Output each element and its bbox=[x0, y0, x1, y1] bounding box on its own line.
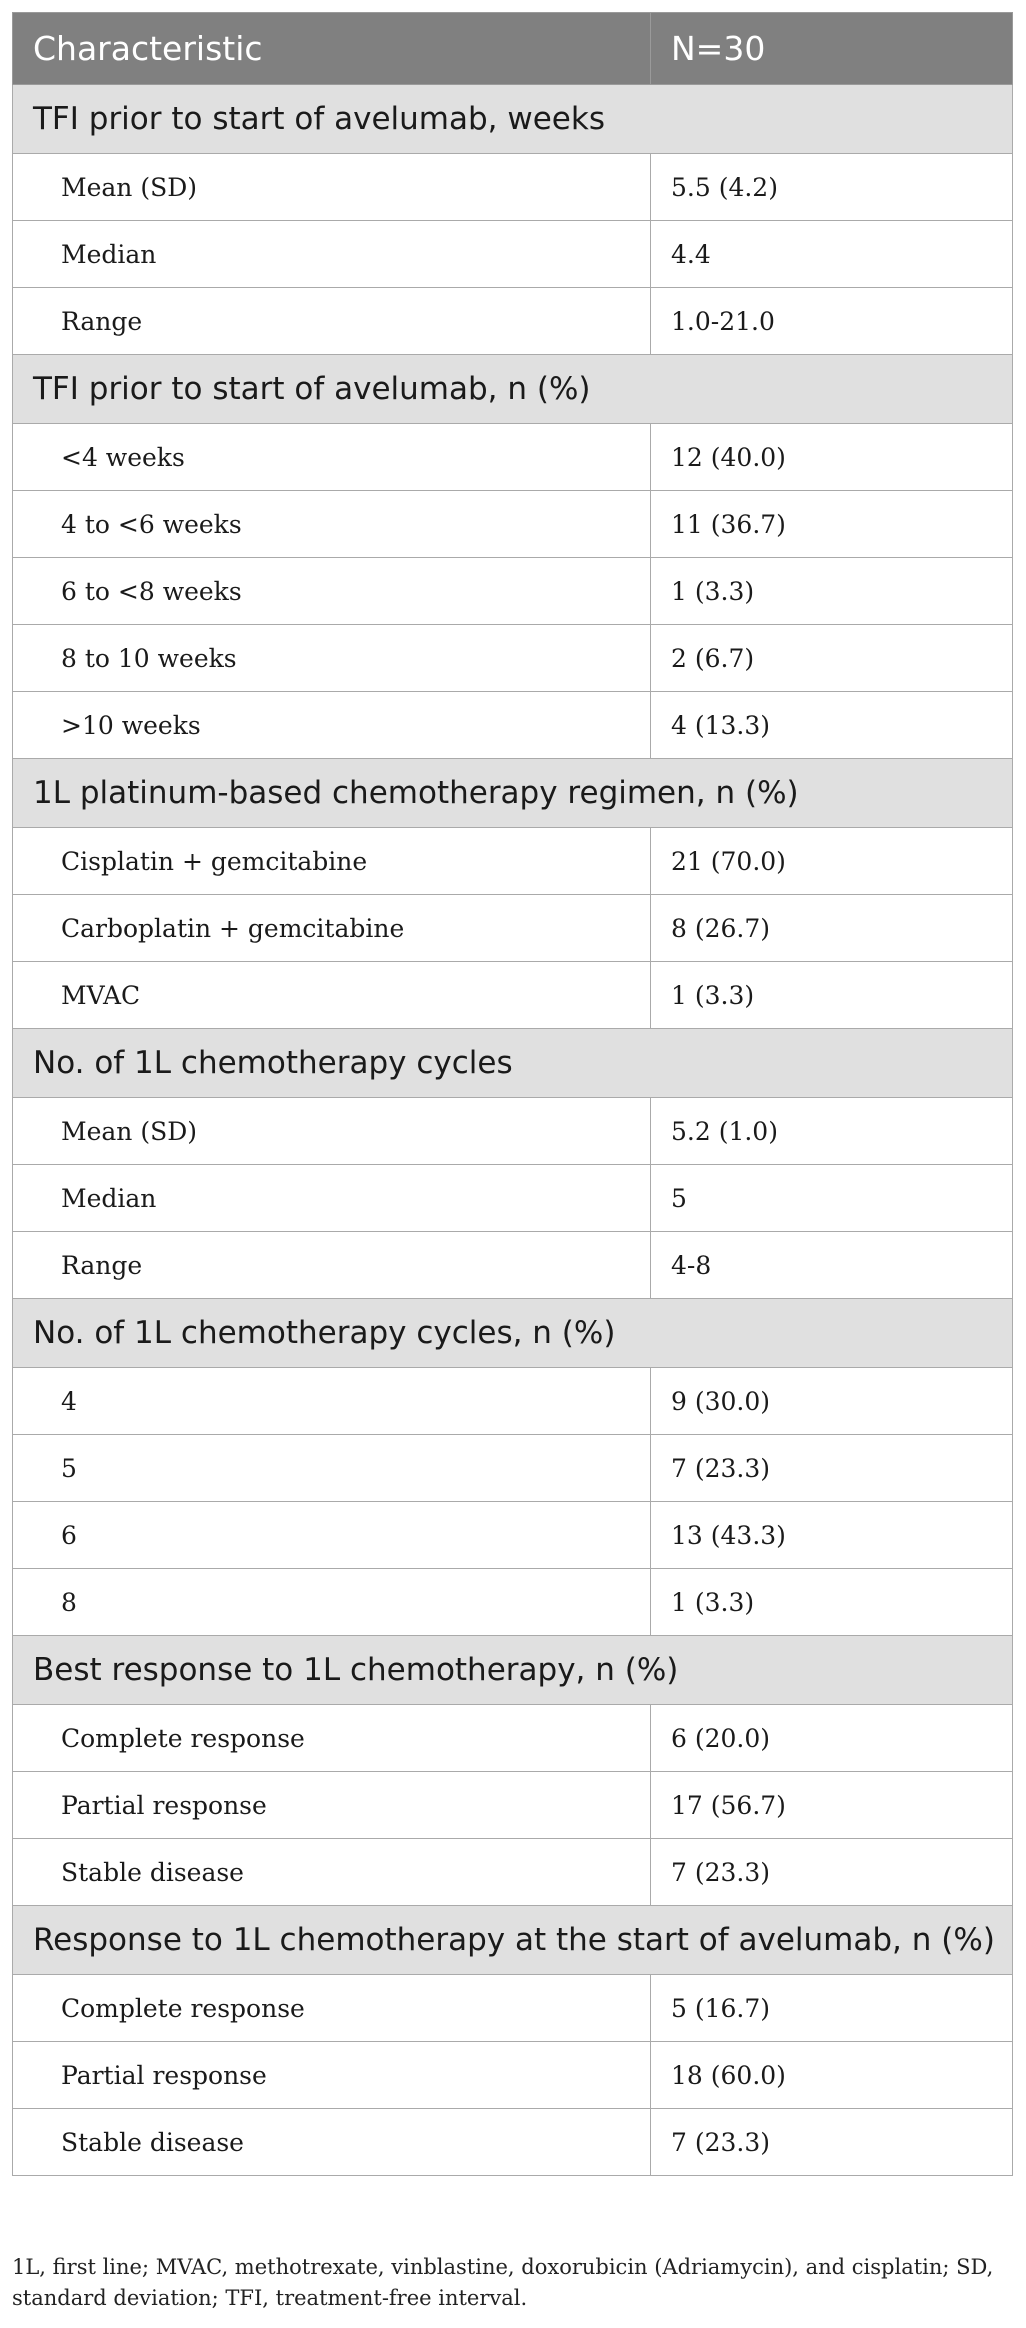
row-label: Median bbox=[13, 1165, 651, 1232]
row-label: Carboplatin + gemcitabine bbox=[13, 895, 651, 962]
row-label: >10 weeks bbox=[13, 692, 651, 759]
table-header-row bbox=[13, 13, 1013, 85]
row-label: 4 to <6 weeks bbox=[13, 491, 651, 558]
table-row bbox=[13, 1772, 1013, 1839]
table-row bbox=[13, 1098, 1013, 1165]
row-value: 8 (26.7) bbox=[651, 895, 1013, 962]
row-label: Partial response bbox=[13, 2042, 651, 2109]
table-row bbox=[13, 424, 1013, 491]
table-row bbox=[13, 828, 1013, 895]
section-title: Best response to 1L chemotherapy, n (%) bbox=[13, 1636, 1013, 1705]
row-value: 1 (3.3) bbox=[651, 1569, 1013, 1636]
row-label: Stable disease bbox=[13, 2109, 651, 2176]
row-value: 1.0-21.0 bbox=[651, 288, 1013, 355]
header-n: N=30 bbox=[651, 13, 1013, 85]
section-title: Response to 1L chemotherapy at the start of avelumab, n (%) bbox=[13, 1906, 1013, 1975]
row-label: Mean (SD) bbox=[13, 154, 651, 221]
row-value: 1 (3.3) bbox=[651, 558, 1013, 625]
row-value: 17 (56.7) bbox=[651, 1772, 1013, 1839]
characteristics-table-container bbox=[12, 12, 1012, 2176]
row-label: Cisplatin + gemcitabine bbox=[13, 828, 651, 895]
section-row bbox=[13, 759, 1013, 828]
row-label: 8 bbox=[13, 1569, 651, 1636]
row-value: 7 (23.3) bbox=[651, 2109, 1013, 2176]
row-label: MVAC bbox=[13, 962, 651, 1029]
table-row bbox=[13, 1705, 1013, 1772]
table-row bbox=[13, 625, 1013, 692]
row-value: 9 (30.0) bbox=[651, 1368, 1013, 1435]
row-value: 5 (16.7) bbox=[651, 1975, 1013, 2042]
table-row bbox=[13, 1839, 1013, 1906]
row-value: 18 (60.0) bbox=[651, 2042, 1013, 2109]
section-row bbox=[13, 85, 1013, 154]
row-value: 5.2 (1.0) bbox=[651, 1098, 1013, 1165]
row-label: Complete response bbox=[13, 1975, 651, 2042]
table-row bbox=[13, 692, 1013, 759]
table-row bbox=[13, 288, 1013, 355]
table-body bbox=[13, 85, 1013, 2176]
section-title: No. of 1L chemotherapy cycles, n (%) bbox=[13, 1299, 1013, 1368]
section-row bbox=[13, 1029, 1013, 1098]
row-value: 7 (23.3) bbox=[651, 1839, 1013, 1906]
row-value: 21 (70.0) bbox=[651, 828, 1013, 895]
table-row bbox=[13, 1502, 1013, 1569]
row-label: 6 bbox=[13, 1502, 651, 1569]
table-row bbox=[13, 962, 1013, 1029]
table-row bbox=[13, 558, 1013, 625]
table-row bbox=[13, 1975, 1013, 2042]
row-value: 5.5 (4.2) bbox=[651, 154, 1013, 221]
row-label: 8 to 10 weeks bbox=[13, 625, 651, 692]
section-title: 1L platinum-based chemotherapy regimen, n (%) bbox=[13, 759, 1013, 828]
table-row bbox=[13, 1435, 1013, 1502]
row-value: 13 (43.3) bbox=[651, 1502, 1013, 1569]
section-row bbox=[13, 1299, 1013, 1368]
row-value: 2 (6.7) bbox=[651, 625, 1013, 692]
table-row bbox=[13, 221, 1013, 288]
row-label: Mean (SD) bbox=[13, 1098, 651, 1165]
table-footnote: 1L, first line; MVAC, methotrexate, vinblastine, doxorubicin (Adriamycin), and cisplatin; SD, standard deviation; TFI, treatment-free interval. bbox=[12, 2255, 994, 2310]
table-row bbox=[13, 1232, 1013, 1299]
row-value: 4.4 bbox=[651, 221, 1013, 288]
table-row bbox=[13, 1165, 1013, 1232]
table-row bbox=[13, 2042, 1013, 2109]
row-label: Range bbox=[13, 1232, 651, 1299]
table-row bbox=[13, 895, 1013, 962]
row-value: 4-8 bbox=[651, 1232, 1013, 1299]
table-row bbox=[13, 491, 1013, 558]
row-label: 5 bbox=[13, 1435, 651, 1502]
row-value: 1 (3.3) bbox=[651, 962, 1013, 1029]
section-row bbox=[13, 1906, 1013, 1975]
table-row bbox=[13, 2109, 1013, 2176]
section-title: No. of 1L chemotherapy cycles bbox=[13, 1029, 1013, 1098]
table-row bbox=[13, 154, 1013, 221]
table-row bbox=[13, 1569, 1013, 1636]
row-value: 5 bbox=[651, 1165, 1013, 1232]
row-label: Range bbox=[13, 288, 651, 355]
table-row bbox=[13, 1368, 1013, 1435]
section-title: TFI prior to start of avelumab, weeks bbox=[13, 85, 1013, 154]
row-label: <4 weeks bbox=[13, 424, 651, 491]
row-value: 6 (20.0) bbox=[651, 1705, 1013, 1772]
row-value: 12 (40.0) bbox=[651, 424, 1013, 491]
section-row bbox=[13, 1636, 1013, 1705]
row-label: 4 bbox=[13, 1368, 651, 1435]
section-title: TFI prior to start of avelumab, n (%) bbox=[13, 355, 1013, 424]
row-value: 11 (36.7) bbox=[651, 491, 1013, 558]
characteristics-table bbox=[12, 12, 1013, 2176]
row-label: 6 to <8 weeks bbox=[13, 558, 651, 625]
header-characteristic: Characteristic bbox=[13, 13, 651, 85]
row-value: 7 (23.3) bbox=[651, 1435, 1013, 1502]
row-label: Partial response bbox=[13, 1772, 651, 1839]
row-label: Stable disease bbox=[13, 1839, 651, 1906]
row-value: 4 (13.3) bbox=[651, 692, 1013, 759]
section-row bbox=[13, 355, 1013, 424]
row-label: Median bbox=[13, 221, 651, 288]
row-label: Complete response bbox=[13, 1705, 651, 1772]
